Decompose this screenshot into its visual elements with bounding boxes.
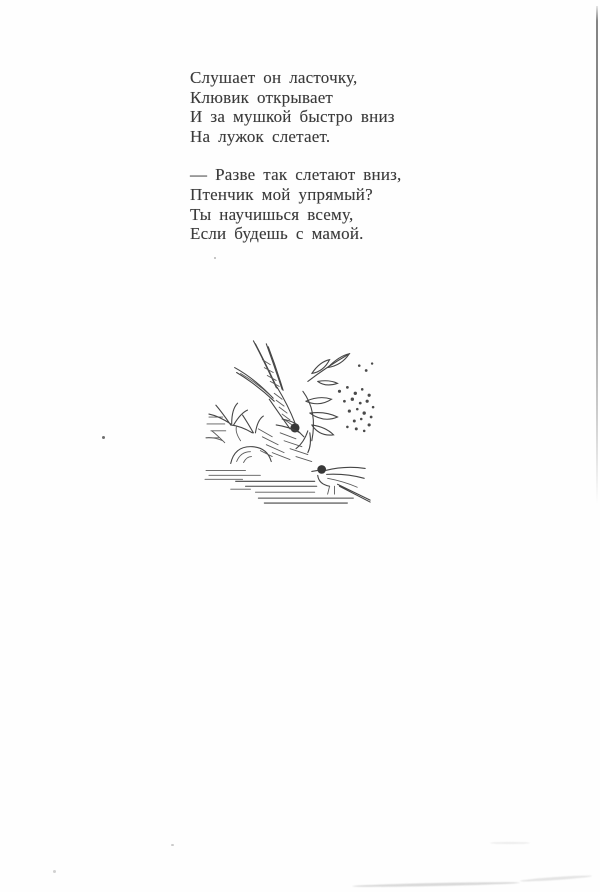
scan-smudge	[352, 881, 520, 888]
poem-line: На лужок слетает.	[190, 126, 331, 146]
poem-line: Слушает он ласточку,	[190, 68, 358, 87]
poem-line: Птенчик мой упрямый?	[190, 184, 373, 204]
poem-line: Если будешь с мамой.	[190, 224, 364, 244]
scan-smudge	[520, 874, 592, 882]
scan-speck	[214, 257, 216, 259]
scan-speck	[102, 436, 105, 439]
scan-smudge	[490, 842, 530, 844]
poem-line: — Разве так слетают вниз,	[190, 165, 402, 185]
poem-line: Ты научишься всему,	[190, 204, 354, 224]
poem-line: И за мушкой быстро вниз	[190, 107, 395, 127]
swallow-illustration	[200, 330, 385, 508]
poem-stanza-1	[190, 68, 440, 146]
swallow-illustration-svg	[200, 330, 385, 508]
scan-edge-line	[596, 6, 598, 504]
scan-speck	[53, 870, 56, 873]
scan-speck	[171, 844, 174, 846]
poem	[190, 68, 440, 244]
poem-stanza-2	[190, 165, 440, 243]
poem-line: Клювик открывает	[190, 87, 334, 107]
